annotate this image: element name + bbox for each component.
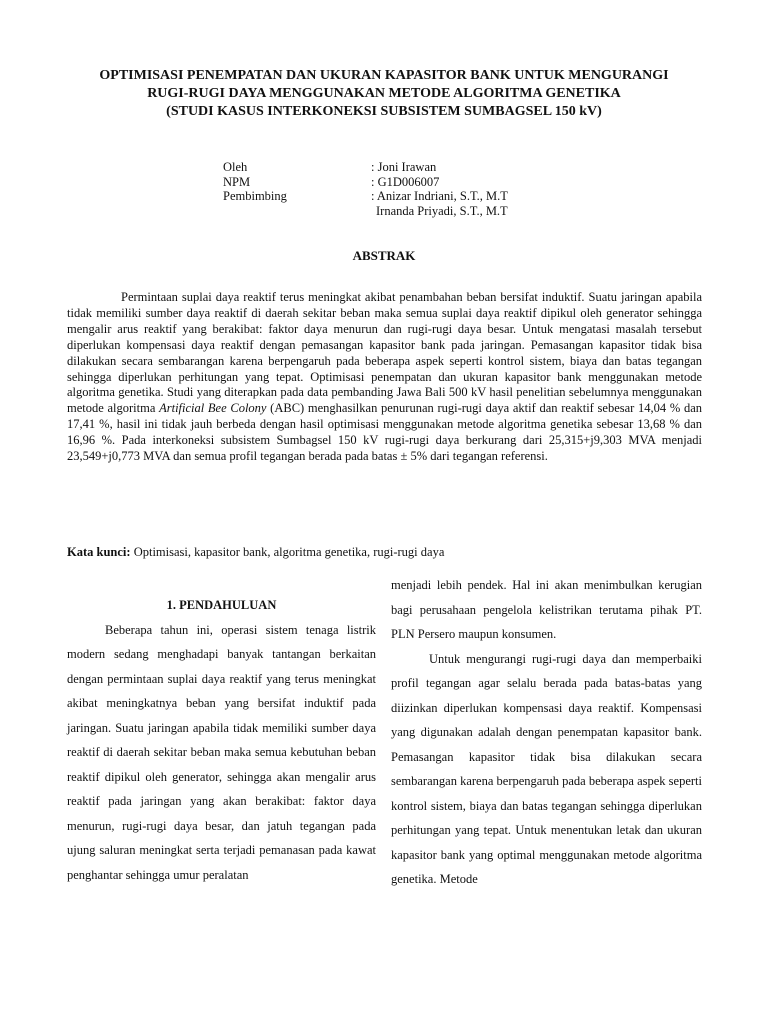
supervisor-2: Irnanda Priyadi, S.T., M.T: [376, 203, 508, 218]
keywords-label: Kata kunci:: [67, 545, 131, 559]
title-line-2: RUGI-RUGI DAYA MENGGUNAKAN METODE ALGORITMA GENETIKA: [147, 86, 621, 101]
intro-paragraph-right-2: Untuk mengurangi rugi-rugi daya dan memperbaiki profil tegangan agar selalu berada pada batas-batas yang diizinkan diperlukan kompensasi daya reaktif. Kompensasi yang digunakan adalah dengan penempatan kapasitor bank. Pemasangan kapasitor tidak bisa dilakukan secara sembarangan karena berpengaruh pada beberapa aspek seperti kontrol sistem, biaya dan batas tegangan sehingga diperlukan perhitungan yang tepat. Untuk menentukan letak dan ukuran kapasitor bank yang optimal menggunakan metode algoritma genetika. Metode: [391, 651, 702, 886]
abstract-italic-term: Artificial Bee Colony: [159, 401, 267, 416]
section-heading: 1. PENDAHULUAN: [166, 598, 277, 612]
supervisor-1: : Anizar Indriani, S.T., M.T: [371, 189, 508, 203]
author-info-values: [371, 160, 508, 218]
student-id: : G1D006007: [371, 174, 440, 189]
keywords-text: Optimisasi, kapasitor bank, algoritma genetika, rugi-rugi daya: [130, 545, 445, 559]
keywords: [67, 545, 444, 560]
abstract-text-1: Permintaan suplai daya reaktif terus meningkat akibat penambahan beban bersifat induktif. Suatu jaringan apabila tidak memiliki sumber daya reaktif di daerah sekitar beban maka semua suplai daya reaktif dipikul oleh generator sehingga mengalir arus reaktif yang berakibat: faktor daya menurun dan rugi-rugi daya besar. Untuk mengatasi masalah tersebut diperlukan kompensasi daya reaktif dengan pemasangan kapasitor bank pada jaringan. Pemasangan kapasitor tidak bisa dilakukan secara sembarangan karena berpengaruh pada beberapa aspek seperti kontrol sistem, biaya dan batas tegangan sehingga diperlukan perhitungan yang tepat. Optimisasi penempatan dan ukuran kapasitor bank menggunakan metode algoritma genetika. Studi yang diterapkan pada data pembanding Jawa Bali 500 kV hasil penelitian sebelumnya menggunakan metode algoritma: [67, 290, 702, 416]
title-line-1: OPTIMISASI PENEMPATAN DAN UKURAN KAPASITOR BANK UNTUK MENGURANGI: [99, 68, 669, 83]
abstract-body: [67, 290, 702, 465]
pembimbing-label: Pembimbing: [223, 189, 287, 203]
title-line-3: (STUDI KASUS INTERKONEKSI SUBSISTEM SUMBAGSEL 150 kV): [166, 104, 602, 119]
paper-title: [40, 67, 728, 121]
author-info-labels: [223, 160, 287, 204]
intro-paragraph-right-1: menjadi lebih pendek. Hal ini akan menimbulkan kerugian bagi perusahaan pengelola kelistrikan terutama pihak PT. PLN Persero maupun konsumen.: [391, 578, 702, 641]
npm-label: NPM: [223, 174, 251, 189]
abstract-heading: ABSTRAK: [352, 248, 416, 263]
author-name: : Joni Irawan: [371, 160, 437, 174]
abstract-text-2: (ABC) menghasilkan penurunan rugi-rugi daya aktif dan reaktif sebesar 14,04 % dan 17,41 %, hasil ini tidak jauh berbeda dengan hasil optimisasi menggunakan metode algoritma genetika sebesar 13,68 % dan 16,96 %. Pada interkoneksi subsistem Sumbagsel 150 kV rugi-rugi daya berkurang dari 25,315+j9,303 MVA menjadi 23,549+j0,773 MVA dan semua profil tegangan berada pada batas ± 5% dari tegangan referensi.: [67, 401, 702, 464]
left-column: [67, 573, 376, 887]
intro-paragraph-left: Beberapa tahun ini, operasi sistem tenaga listrik modern sedang menghadapi banyak tantangan berkaitan dengan permintaan suplai daya reaktif yang terus meningkat akibat meningkatnya beban yang bersifat induktif pada jaringan. Suatu jaringan apabila tidak memiliki sumber daya reaktif di daerah sekitar beban maka semua kebutuhan beban reaktif dipikul oleh generator, sehingga akan mengalir arus reaktif pada jaringan yang akan berakibat: faktor daya menurun, rugi-rugi daya besar, dan jatuh tegangan pada ujung saluran meningkat serta terjadi pemanasan pada kawat penghantar sehingga umur peralatan: [67, 622, 376, 882]
oleh-label: Oleh: [223, 160, 248, 174]
right-column: [391, 573, 702, 892]
